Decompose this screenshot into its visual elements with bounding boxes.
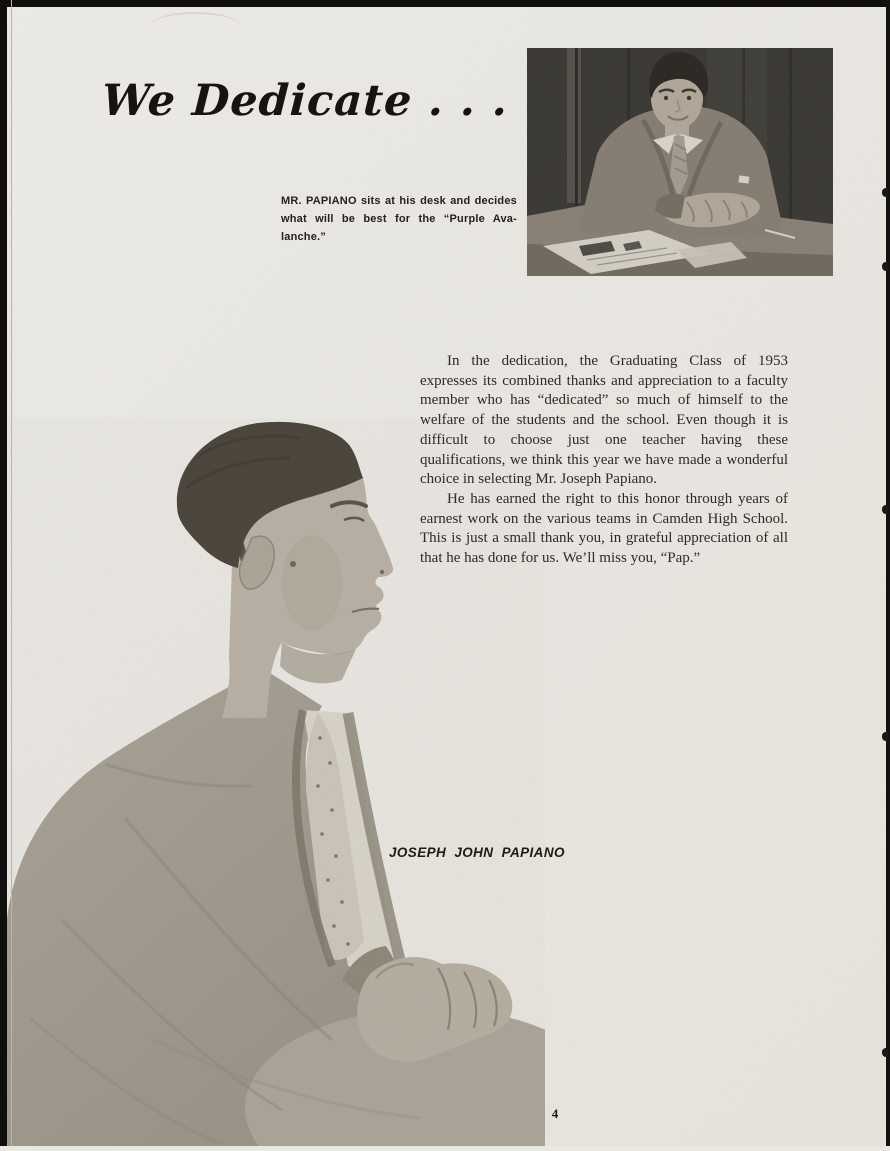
dedication-text xyxy=(420,352,788,569)
dedication-paragraph: He has earned the right to this honor through years of earnest work on the various teams in Camden High School. This is just a small thank you, in grateful appreciation of all that he has done for us. We’ll miss you, “Pap.” xyxy=(420,491,788,567)
caption-line: MR. PAPIANO sits at his desk and decides xyxy=(281,195,517,207)
dedication-paragraph: In the dedication, the Graduating Class of 1953 expresses its combined thanks and appreciation to a faculty member who has “dedicated” so much of himself to the welfare of the students and the school. Even though it is difficult to choose just one teacher having these qualifications, we think this year we have made a wonderful choice in selecting Mr. Joseph Papiano. xyxy=(420,353,788,488)
caption-line: lanche.” xyxy=(281,230,327,243)
profile-name-caption: JOSEPH JOHN PAPIANO xyxy=(389,845,565,860)
desk-photo xyxy=(527,48,833,276)
caption-line: what will be best for the “Purple Ava- xyxy=(281,212,517,225)
scan-edge-left-line xyxy=(11,0,12,1146)
scan-edge-left xyxy=(0,0,7,1146)
page-number: 4 xyxy=(551,1106,559,1121)
scan-smudge xyxy=(150,12,240,40)
desk-photo-caption xyxy=(281,193,517,246)
scan-mark xyxy=(882,732,888,741)
scan-mark xyxy=(882,188,888,197)
scan-mark xyxy=(882,1048,888,1057)
page-title: We Dedicate . . . xyxy=(100,76,510,126)
scan-mark xyxy=(882,262,888,271)
scan-edge-right xyxy=(886,0,890,1146)
desk-photo-illustration xyxy=(527,48,833,276)
scan-edge-top xyxy=(0,0,890,7)
scan-mark xyxy=(882,505,888,514)
